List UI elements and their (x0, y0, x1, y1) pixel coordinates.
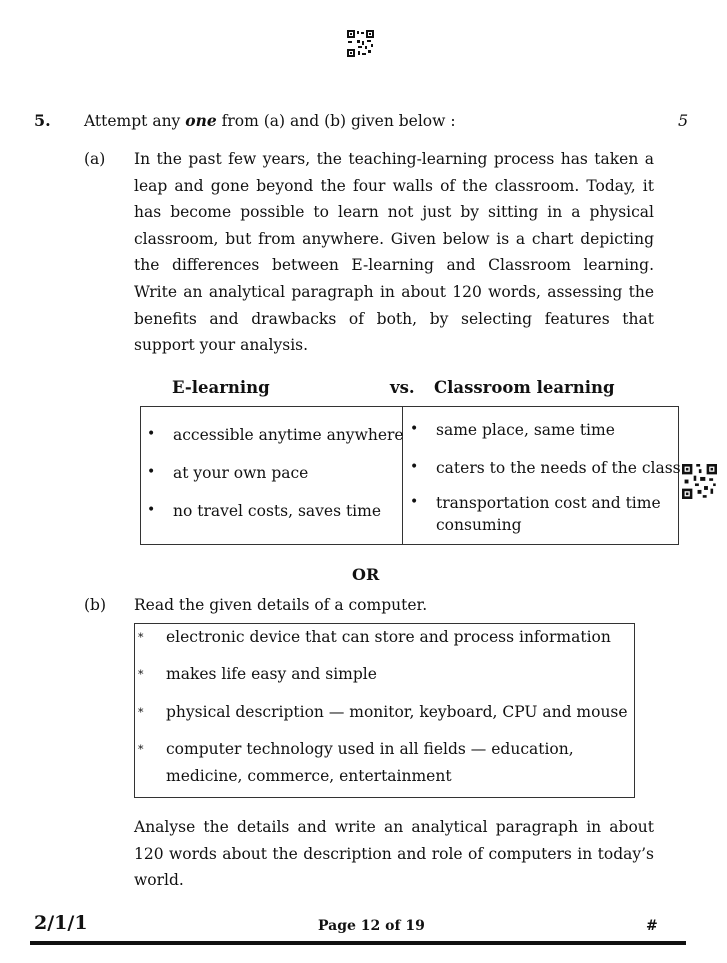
footer-rule (30, 941, 686, 945)
or-separator: OR (352, 565, 380, 584)
prompt-start: Attempt any (84, 112, 186, 130)
bullet-icon: • (410, 421, 419, 437)
e-learning-item-text: no travel costs, saves time (173, 502, 382, 520)
classroom-item-text-continued: consuming (436, 516, 522, 534)
computer-detail-text: electronic device that can store and process information (166, 628, 611, 646)
prompt-emphasis: one (185, 111, 217, 130)
qr-code-side-icon (682, 464, 717, 499)
footer-hash: # (646, 918, 658, 934)
part-a-paragraph: In the past few years, the teaching-learning process has taken a leap and gone beyond the four walls of the classroom. Today, it has become possible to learn not just by sitting in a physical classroom, but from anywhere. Given below is a chart depicting the differences between E-learning and Classroom learning. Write an analytical paragraph in about 120 words, assessing the benefits and drawbacks of both, by selecting features that support your analysis. (134, 150, 654, 355)
classroom-item-text: transportation cost and time (436, 494, 661, 512)
question-prompt (84, 111, 456, 130)
paper-code: 2/1/1 (34, 912, 88, 934)
e-learning-item-text: accessible anytime anywhere (173, 426, 404, 444)
header-classroom-learning: Classroom learning (434, 378, 615, 397)
star-bullet-icon: * (138, 668, 144, 681)
qr-code-top-icon (347, 30, 374, 57)
classroom-item-text: same place, same time (436, 421, 615, 439)
part-b-paragraph: Analyse the details and write an analytical paragraph in about 120 words about the description and role of computers in today’s world. (134, 818, 654, 890)
star-bullet-icon: * (138, 743, 144, 756)
classroom-item-text: caters to the needs of the class (436, 459, 681, 477)
computer-detail-text: makes life easy and simple (166, 665, 377, 683)
header-vs: vs. (390, 378, 415, 397)
computer-detail-text-continued: medicine, commerce, entertainment (166, 767, 452, 785)
header-e-learning: E-learning (172, 378, 270, 397)
bullet-icon: • (410, 459, 419, 475)
page-number: Page 12 of 19 (318, 918, 425, 934)
bullet-icon: • (410, 494, 419, 510)
computer-detail-text: physical description — monitor, keyboard, CPU and mouse (166, 703, 628, 721)
part-b-label: (b) (84, 596, 107, 614)
star-bullet-icon: * (138, 631, 144, 644)
e-learning-item-text: at your own pace (173, 464, 309, 482)
part-a-label: (a) (84, 150, 106, 168)
computer-detail-text: computer technology used in all fields — education, (166, 740, 574, 758)
bullet-icon: • (147, 426, 156, 442)
bullet-icon: • (147, 502, 156, 518)
prompt-end: from (a) and (b) given below : (216, 112, 456, 130)
star-bullet-icon: * (138, 706, 144, 719)
part-b-intro: Read the given details of a computer. (134, 596, 428, 614)
question-marks: 5 (678, 111, 689, 130)
question-number: 5. (34, 111, 51, 130)
bullet-icon: • (147, 464, 156, 480)
